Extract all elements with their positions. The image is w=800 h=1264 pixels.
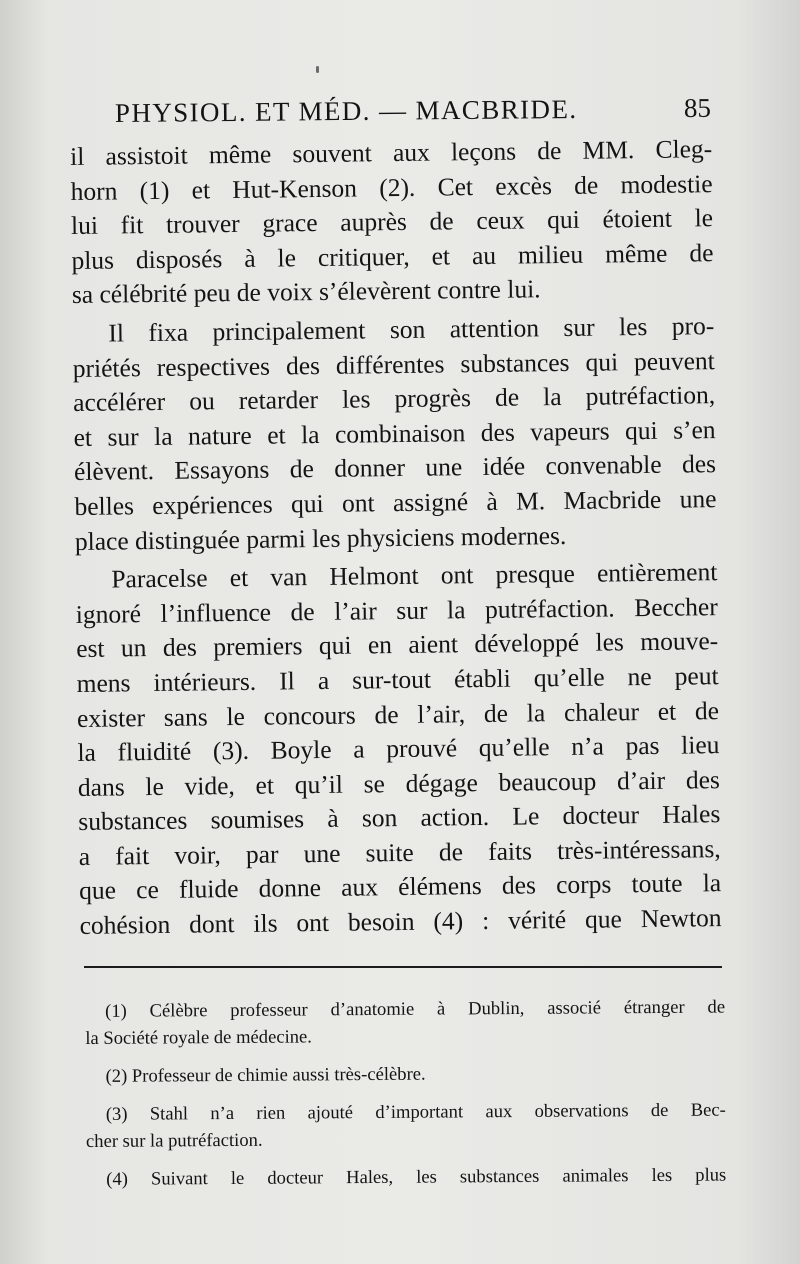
text-line: a fait voir, par une suite de faits très-intéressans, [78, 833, 721, 871]
footnote-4 [86, 1162, 726, 1193]
text-line: substances soumises à son action. Le docteur Hales [78, 799, 721, 837]
footnote-line: (4) Suivant le docteur Hales, les substances animales les plus [106, 1164, 727, 1190]
text-line: priétés respectives des différentes substances qui peuvent [72, 345, 715, 383]
running-head [115, 93, 711, 138]
text-line: ignoré l’influence de l’air sur la putréfaction. Beccher [75, 591, 718, 629]
running-title: PHYSIOL. ET MÉD. — MACBRIDE. [114, 93, 578, 128]
text-line: accélérer ou retarder les progrès de la putréfaction, [73, 380, 716, 418]
text-line: est un des premiers qui en aient développé les mouve- [76, 626, 719, 664]
footnotes [85, 994, 726, 1204]
footnote-line: (3) Stahl n’a rien ajouté d’important aux observations de Bec- [105, 1099, 726, 1125]
text-line: place distinguée parmi les physiciens modernes. [74, 520, 567, 556]
text-line: belles expériences qui ont assigné à M. Macbride une [74, 484, 717, 521]
text-line: cohésion dont ils ont besoin (4) : vérité que Newton [79, 903, 722, 941]
paragraph-1 [70, 132, 714, 313]
text-line: mens intérieurs. Il a sur-tout établi qu’elle ne peut [76, 661, 719, 698]
footnote-2 [85, 1059, 725, 1090]
text-line: dans le vide, et qu’il se dégage beaucoup d’air des [77, 764, 721, 802]
paragraph-2 [72, 309, 717, 559]
footnote-line: la Société royale de médecine. [85, 1026, 312, 1049]
text-line: élèvent. Essayons de donner une idée convenable des [73, 449, 717, 487]
text-line: Il fixa principalement son attention sur les pro- [108, 311, 715, 348]
text-line: la fluidité (3). Boyle a prouvé qu’elle n’a pas lieu [77, 730, 720, 768]
text-line: et sur la nature et la combinaison des vapeurs qui s’en [73, 414, 716, 452]
paragraph-3 [75, 555, 722, 943]
footnote-line: (2) Professeur de chimie aussi très-célèbre. [105, 1063, 426, 1087]
text-line: lui fit trouver grace auprès de ceux qui étoient le [70, 203, 714, 241]
footnote-rule [84, 966, 722, 968]
text-line: que ce fluide donne aux élémens des corps toute la [78, 868, 722, 906]
text-line: horn (1) et Hut-Kenson (2). Cet excès de modestie [70, 168, 713, 206]
footnote-line: cher sur la putréfaction. [85, 1129, 263, 1152]
body-text [70, 132, 722, 943]
footnote-1 [85, 994, 725, 1052]
text-line: exister sans le concours de l’air, de la chaleur et de [76, 695, 720, 733]
footnote-line: (1) Célèbre professeur d’anatomie à Dublin, associé étranger de [105, 996, 726, 1022]
ink-speck [316, 66, 319, 73]
footnote-3 [86, 1097, 726, 1155]
page-number: 85 [683, 92, 712, 124]
text-line: sa célébrité peu de voix s’élevèrent contre lui. [71, 274, 541, 310]
text-line: plus disposés à le critiquer, et au milieu même de [71, 237, 714, 275]
text-line: Paracelse et van Helmont ont presque entièrement [111, 557, 718, 594]
text-line: il assistoit même souvent aux leçons de MM. Cleg- [70, 134, 713, 171]
